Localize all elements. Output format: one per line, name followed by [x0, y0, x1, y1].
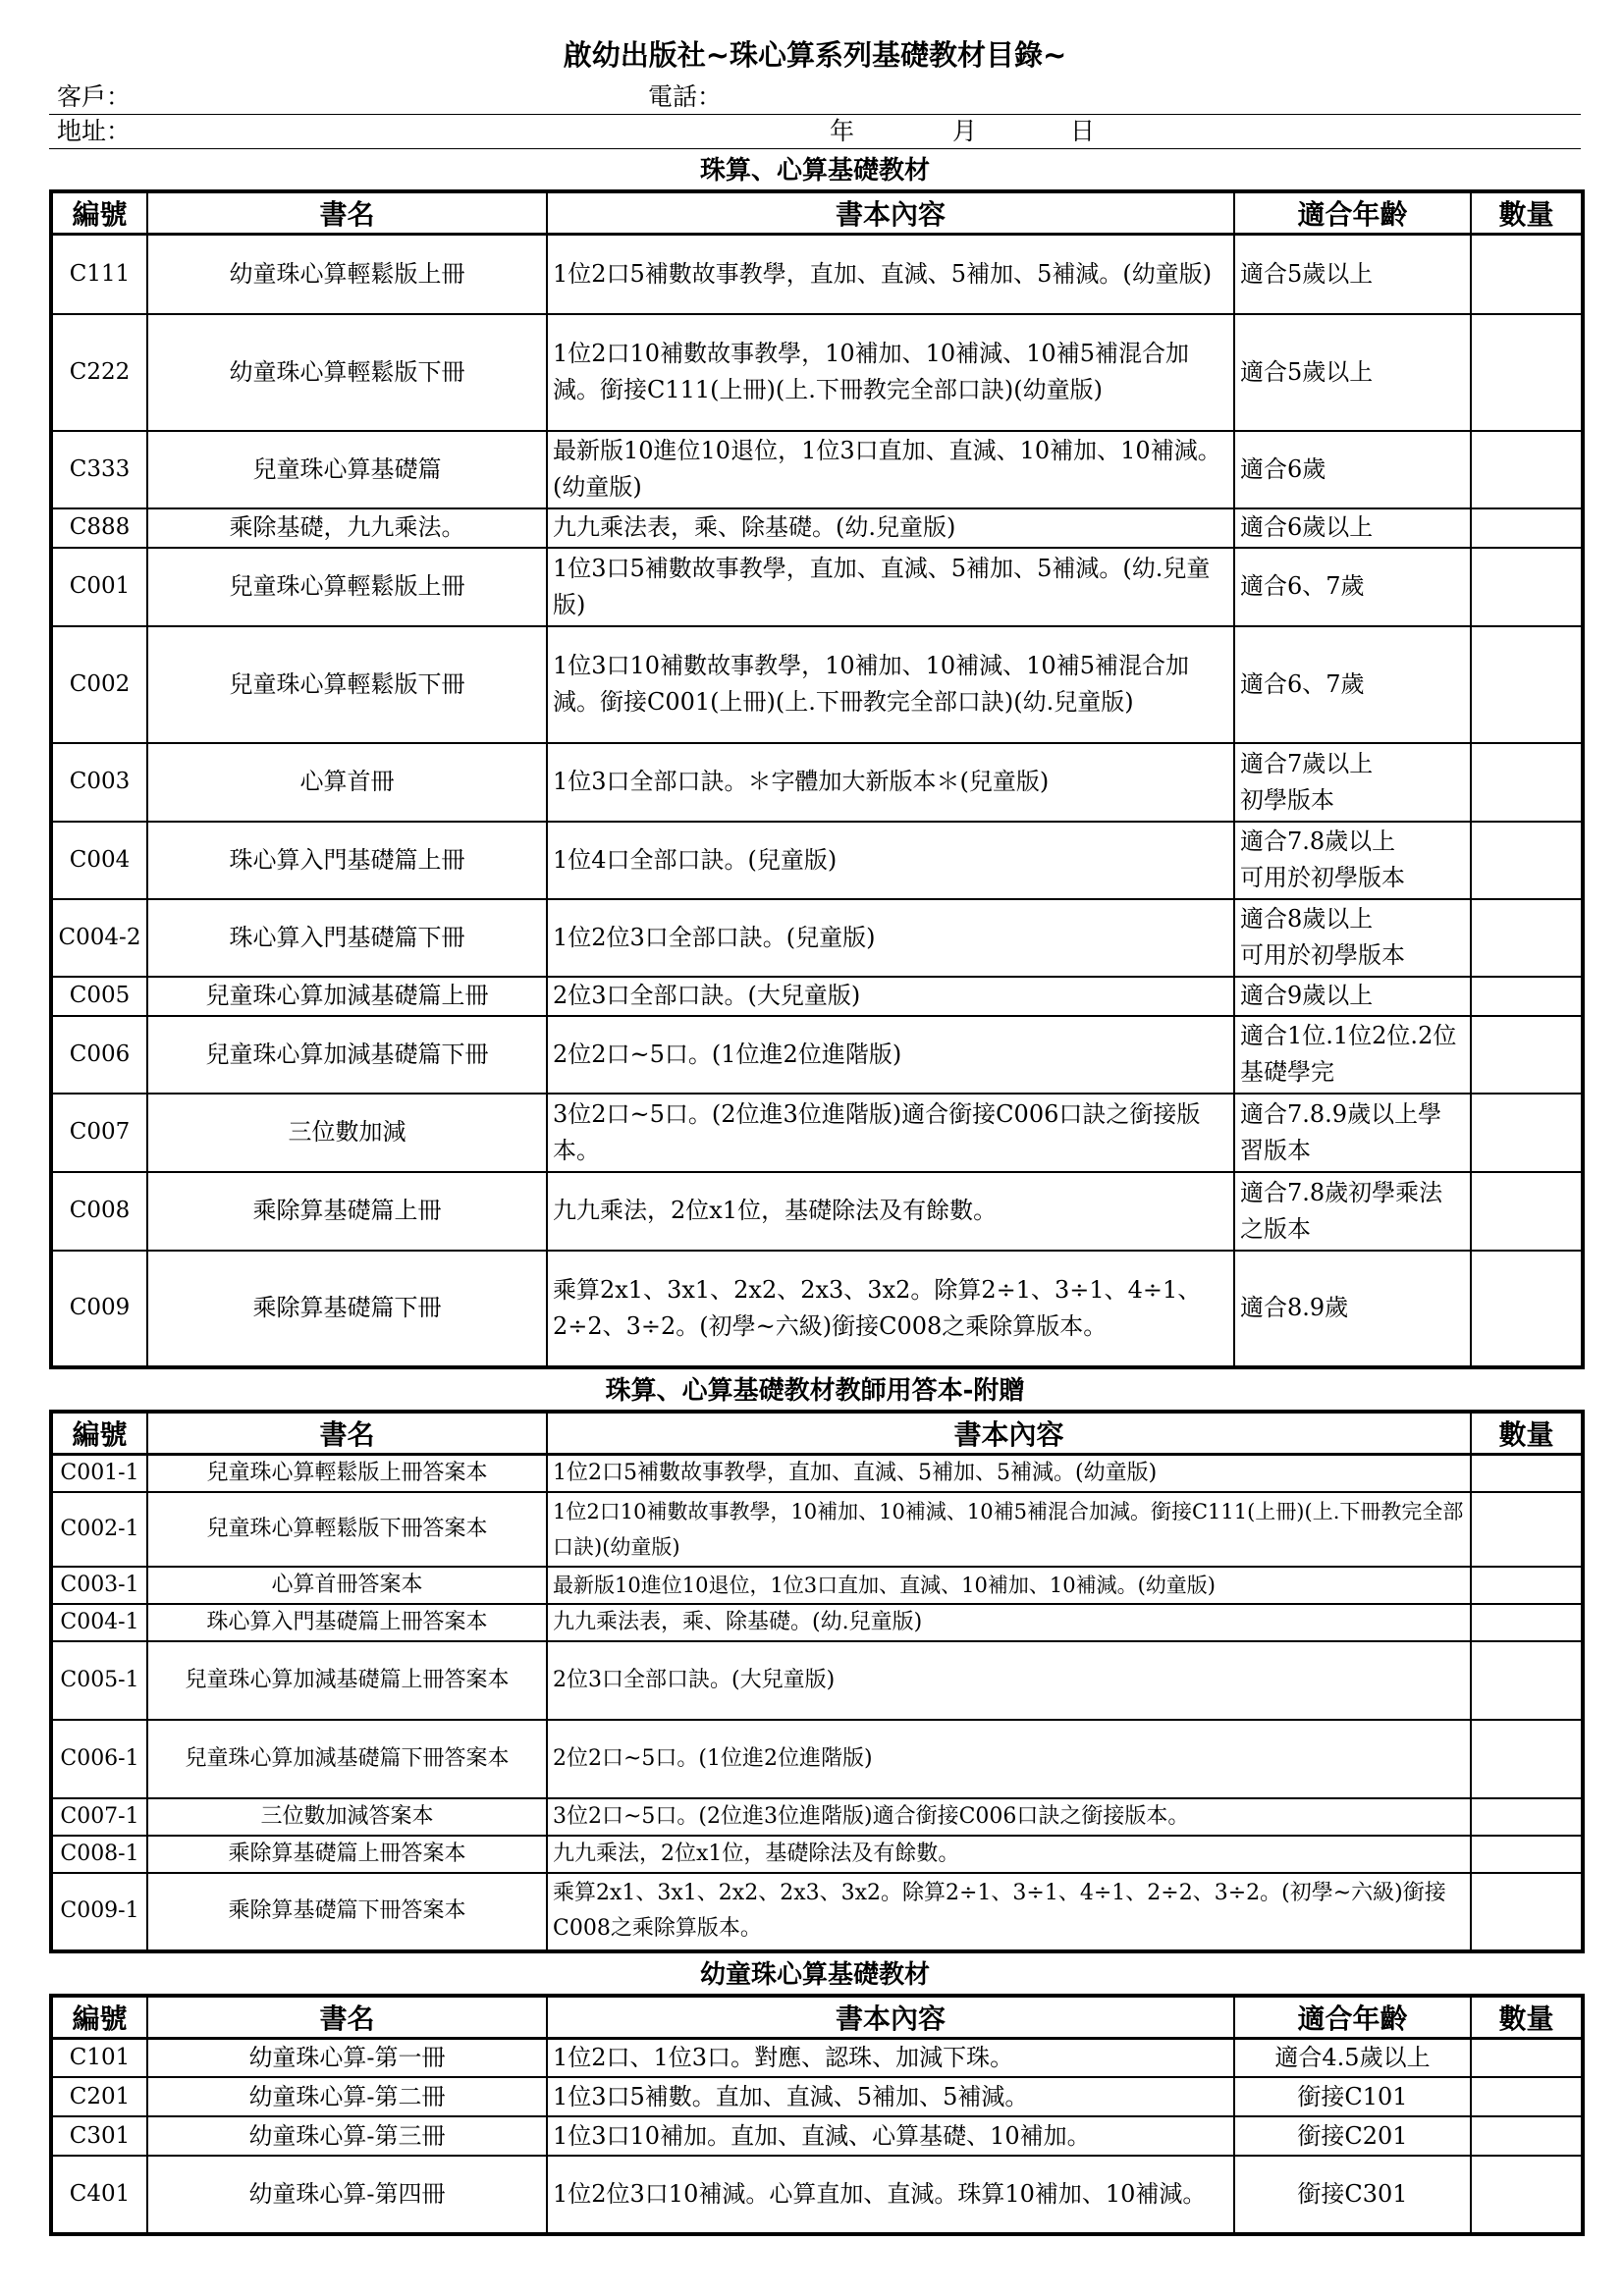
book-age [1234, 743, 1471, 822]
month-label: 月 [952, 117, 978, 145]
book-code: C201 [51, 2077, 147, 2116]
book-content: 1位3口全部口訣。＊字體加大新版本＊(兒童版) [547, 743, 1234, 822]
book-code: C008-1 [51, 1836, 147, 1873]
book-code: C111 [51, 235, 147, 314]
book-content: 最新版10進位10退位，1位3口直加、直減、10補加、10補減。(幼童版) [547, 1567, 1471, 1604]
customer-label: 客戶： [57, 82, 132, 111]
table-row [51, 1567, 1583, 1604]
table-row [51, 1492, 1583, 1567]
book-name: 兒童珠心算輕鬆版下冊 [147, 626, 547, 743]
table-row [51, 1604, 1583, 1641]
book-age: 銜接C201 [1234, 2116, 1471, 2156]
quantity-cell[interactable] [1471, 1172, 1583, 1251]
document-title: 啟幼出版社~珠心算系列基礎教材目錄~ [563, 38, 1067, 72]
day-label: 日 [1070, 117, 1096, 145]
book-content: 九九乘法，2位x1位，基礎除法及有餘數。 [547, 1836, 1471, 1873]
book-code: C004-1 [51, 1604, 147, 1641]
book-name: 珠心算入門基礎篇上冊答案本 [147, 1604, 547, 1641]
table-row [51, 1016, 1583, 1094]
book-name: 珠心算入門基礎篇下冊 [147, 899, 547, 977]
book-name: 幼童珠心算輕鬆版上冊 [147, 235, 547, 314]
book-name: 乘除算基礎篇下冊 [147, 1251, 547, 1367]
book-code: C333 [51, 431, 147, 508]
book-name: 幼童珠心算輕鬆版下冊 [147, 314, 547, 431]
book-content: 1位2口10補數故事教學，10補加、10補減、10補5補混合加減。銜接C111(上冊)(上.下冊教完全部口訣)(幼童版) [547, 1492, 1471, 1567]
quantity-cell[interactable] [1471, 2038, 1583, 2077]
book-age [1234, 899, 1471, 977]
book-code: C007-1 [51, 1798, 147, 1836]
table-row [51, 235, 1583, 314]
table-row [51, 508, 1583, 548]
table-row [51, 1172, 1583, 1251]
book-code: C003-1 [51, 1567, 147, 1604]
toddler-materials-table [49, 1994, 1585, 2237]
book-name: 幼童珠心算-第一冊 [147, 2038, 547, 2077]
table-row [51, 1873, 1583, 1951]
quantity-cell[interactable] [1471, 1720, 1583, 1798]
book-name: 兒童珠心算加減基礎篇下冊 [147, 1016, 547, 1094]
quantity-cell[interactable] [1471, 1016, 1583, 1094]
table-row [51, 2038, 1583, 2077]
book-content: 1位2位3口全部口訣。(兒童版) [547, 899, 1234, 977]
book-age: 適合6歲以上 [1234, 508, 1471, 548]
header-code: 編號 [51, 191, 147, 235]
book-name: 兒童珠心算輕鬆版上冊答案本 [147, 1454, 547, 1492]
book-name: 乘除算基礎篇上冊 [147, 1172, 547, 1251]
header-name: 書名 [147, 191, 547, 235]
age-line-2: 可用於初學版本 [1240, 864, 1405, 891]
table-row [51, 743, 1583, 822]
table-row [51, 548, 1583, 626]
table-row [51, 314, 1583, 431]
phone-label: 電話： [648, 82, 723, 111]
table-row [51, 1798, 1583, 1836]
table-row [51, 1836, 1583, 1873]
header-qty: 數量 [1471, 1412, 1583, 1455]
book-code: C003 [51, 743, 147, 822]
quantity-cell[interactable] [1471, 314, 1583, 431]
book-age: 適合6、7歲 [1234, 626, 1471, 743]
book-code: C401 [51, 2156, 147, 2234]
book-age: 適合1位.1位2位.2位基礎學完 [1234, 1016, 1471, 1094]
basic-materials-table [49, 189, 1585, 1369]
quantity-cell[interactable] [1471, 1798, 1583, 1836]
book-content: 1位2口5補數故事教學，直加、直減、5補加、5補減。(幼童版) [547, 1454, 1471, 1492]
book-age: 適合7.8歲初學乘法之版本 [1234, 1172, 1471, 1251]
section-title-basic: 珠算、心算基礎教材 [699, 156, 930, 186]
age-line-1: 適合8歲以上 [1240, 905, 1374, 933]
book-code: C001 [51, 548, 147, 626]
book-name: 兒童珠心算加減基礎篇下冊答案本 [147, 1720, 547, 1798]
book-code: C002-1 [51, 1492, 147, 1567]
book-content: 1位4口全部口訣。(兒童版) [547, 822, 1234, 899]
table-header-row [51, 191, 1583, 235]
book-name: 珠心算入門基礎篇上冊 [147, 822, 547, 899]
table-row [51, 1251, 1583, 1367]
book-content: 九九乘法，2位x1位，基礎除法及有餘數。 [547, 1172, 1234, 1251]
quantity-cell[interactable] [1471, 822, 1583, 899]
quantity-cell[interactable] [1471, 2077, 1583, 2116]
book-content: 3位2口~5口。(2位進3位進階版)適合銜接C006口訣之銜接版本。 [547, 1798, 1471, 1836]
table-row [51, 977, 1583, 1016]
book-code: C007 [51, 1094, 147, 1172]
quantity-cell[interactable] [1471, 508, 1583, 548]
quantity-cell[interactable] [1471, 1567, 1583, 1604]
age-line-2: 初學版本 [1240, 785, 1334, 814]
quantity-cell[interactable] [1471, 1641, 1583, 1720]
book-content: 1位2口5補數故事教學，直加、直減、5補加、5補減。(幼童版) [547, 235, 1234, 314]
book-name: 兒童珠心算加減基礎篇上冊 [147, 977, 547, 1016]
table-row [51, 822, 1583, 899]
quantity-cell[interactable] [1471, 431, 1583, 508]
book-content: 1位3口10補加。直加、直減、心算基礎、10補加。 [547, 2116, 1234, 2156]
quantity-cell[interactable] [1471, 1836, 1583, 1873]
customer-phone-row [49, 80, 1581, 115]
header-content: 書本內容 [547, 1412, 1471, 1455]
book-name: 幼童珠心算-第二冊 [147, 2077, 547, 2116]
header-content: 書本內容 [547, 191, 1234, 235]
book-code: C009 [51, 1251, 147, 1367]
book-content: 2位2口~5口。(1位進2位進階版) [547, 1016, 1234, 1094]
table-header-row [51, 1412, 1583, 1455]
book-content: 九九乘法表，乘、除基礎。(幼.兒童版) [547, 1604, 1471, 1641]
header-qty: 數量 [1471, 1996, 1583, 2039]
age-line-1: 適合7歲以上 [1240, 749, 1374, 777]
book-name: 幼童珠心算-第三冊 [147, 2116, 547, 2156]
book-age: 適合8.9歲 [1234, 1251, 1471, 1367]
header-name: 書名 [147, 1412, 547, 1455]
quantity-cell[interactable] [1471, 626, 1583, 743]
quantity-cell[interactable] [1471, 899, 1583, 977]
book-code: C001-1 [51, 1454, 147, 1492]
quantity-cell[interactable] [1471, 977, 1583, 1016]
book-name: 心算首冊答案本 [147, 1567, 547, 1604]
book-age: 適合6歲 [1234, 431, 1471, 508]
header-content: 書本內容 [547, 1996, 1234, 2039]
book-code: C222 [51, 314, 147, 431]
book-name: 兒童珠心算基礎篇 [147, 431, 547, 508]
book-content: 3位2口~5口。(2位進3位進階版)適合銜接C006口訣之銜接版本。 [547, 1094, 1234, 1172]
book-content: 乘算2x1、3x1、2x2、2x3、3x2。除算2÷1、3÷1、4÷1、2÷2、3÷2。(初學~六級)銜接C008之乘除算版本。 [547, 1251, 1234, 1367]
address-label: 地址： [57, 117, 132, 145]
book-code: C008 [51, 1172, 147, 1251]
quantity-cell[interactable] [1471, 1454, 1583, 1492]
book-age: 適合5歲以上 [1234, 314, 1471, 431]
quantity-cell[interactable] [1471, 1873, 1583, 1951]
book-name: 幼童珠心算-第四冊 [147, 2156, 547, 2234]
book-content: 1位3口5補數故事教學，直加、直減、5補加、5補減。(幼.兒童版) [547, 548, 1234, 626]
book-content: 1位2位3口10補減。心算直加、直減。珠算10補加、10補減。 [547, 2156, 1234, 2234]
table-row [51, 1641, 1583, 1720]
quantity-cell[interactable] [1471, 2116, 1583, 2156]
book-name: 心算首冊 [147, 743, 547, 822]
quantity-cell[interactable] [1471, 1492, 1583, 1567]
table-row [51, 2077, 1583, 2116]
table-row [51, 1094, 1583, 1172]
book-content: 2位2口~5口。(1位進2位進階版) [547, 1720, 1471, 1798]
book-name: 兒童珠心算輕鬆版下冊答案本 [147, 1492, 547, 1567]
book-content: 乘算2x1、3x1、2x2、2x3、3x2。除算2÷1、3÷1、4÷1、2÷2、3÷2。(初學~六級)銜接C008之乘除算版本。 [547, 1873, 1471, 1951]
quantity-cell[interactable] [1471, 2156, 1583, 2234]
book-content: 最新版10進位10退位，1位3口直加、直減、10補加、10補減。(幼童版) [547, 431, 1234, 508]
book-name: 乘除算基礎篇上冊答案本 [147, 1836, 547, 1873]
section-title-toddler: 幼童珠心算基礎教材 [699, 1959, 930, 1990]
book-content: 1位2口10補數故事教學，10補加、10補減、10補5補混合加減。銜接C111(上冊)(上.下冊教完全部口訣)(幼童版) [547, 314, 1234, 431]
book-content: 2位3口全部口訣。(大兒童版) [547, 1641, 1471, 1720]
book-code: C009-1 [51, 1873, 147, 1951]
table-row [51, 1720, 1583, 1798]
table-row [51, 431, 1583, 508]
book-content: 1位3口5補數。直加、直減、5補加、5補減。 [547, 2077, 1234, 2116]
book-code: C006 [51, 1016, 147, 1094]
book-age: 適合5歲以上 [1234, 235, 1471, 314]
table-header-row [51, 1996, 1583, 2039]
book-code: C004-2 [51, 899, 147, 977]
age-line-1: 適合7.8歲以上 [1240, 828, 1396, 855]
book-name: 三位數加減 [147, 1094, 547, 1172]
table-row [51, 2116, 1583, 2156]
book-code: C005 [51, 977, 147, 1016]
book-age: 適合4.5歲以上 [1234, 2038, 1471, 2077]
book-name: 兒童珠心算加減基礎篇上冊答案本 [147, 1641, 547, 1720]
book-code: C101 [51, 2038, 147, 2077]
header-code: 編號 [51, 1996, 147, 2039]
book-name: 乘除算基礎篇下冊答案本 [147, 1873, 547, 1951]
header-age: 適合年齡 [1234, 191, 1471, 235]
book-content: 1位2口、1位3口。對應、認珠、加減下珠。 [547, 2038, 1234, 2077]
book-code: C888 [51, 508, 147, 548]
book-age: 適合9歲以上 [1234, 977, 1471, 1016]
book-code: C002 [51, 626, 147, 743]
book-age: 適合6、7歲 [1234, 548, 1471, 626]
header-name: 書名 [147, 1996, 547, 2039]
quantity-cell[interactable] [1471, 548, 1583, 626]
book-name: 乘除基礎，九九乘法。 [147, 508, 547, 548]
table-row [51, 1454, 1583, 1492]
quantity-cell[interactable] [1471, 1094, 1583, 1172]
catalog-page [49, 29, 1581, 2236]
book-name: 三位數加減答案本 [147, 1798, 547, 1836]
book-age: 銜接C101 [1234, 2077, 1471, 2116]
quantity-cell[interactable] [1471, 743, 1583, 822]
year-label: 年 [830, 117, 855, 145]
answer-books-table [49, 1410, 1585, 1953]
book-code: C301 [51, 2116, 147, 2156]
book-content: 2位3口全部口訣。(大兒童版) [547, 977, 1234, 1016]
book-name: 兒童珠心算輕鬆版上冊 [147, 548, 547, 626]
quantity-cell[interactable] [1471, 1251, 1583, 1367]
book-age: 銜接C301 [1234, 2156, 1471, 2234]
section-title-answer-books: 珠算、心算基礎教材教師用答本-附贈 [605, 1375, 1025, 1406]
book-content: 九九乘法表，乘、除基礎。(幼.兒童版) [547, 508, 1234, 548]
header-code: 編號 [51, 1412, 147, 1455]
book-code: C005-1 [51, 1641, 147, 1720]
header-age: 適合年齡 [1234, 1996, 1471, 2039]
book-age: 適合7.8.9歲以上學習版本 [1234, 1094, 1471, 1172]
quantity-cell[interactable] [1471, 235, 1583, 314]
book-code: C004 [51, 822, 147, 899]
table-row [51, 2156, 1583, 2234]
book-code: C006-1 [51, 1720, 147, 1798]
table-row [51, 626, 1583, 743]
book-content: 1位3口10補數故事教學，10補加、10補減、10補5補混合加減。銜接C001(上冊)(上.下冊教完全部口訣)(幼.兒童版) [547, 626, 1234, 743]
quantity-cell[interactable] [1471, 1604, 1583, 1641]
book-age [1234, 822, 1471, 899]
address-date-row [49, 115, 1581, 149]
table-row [51, 899, 1583, 977]
age-line-2: 可用於初學版本 [1240, 941, 1405, 969]
header-qty: 數量 [1471, 191, 1583, 235]
